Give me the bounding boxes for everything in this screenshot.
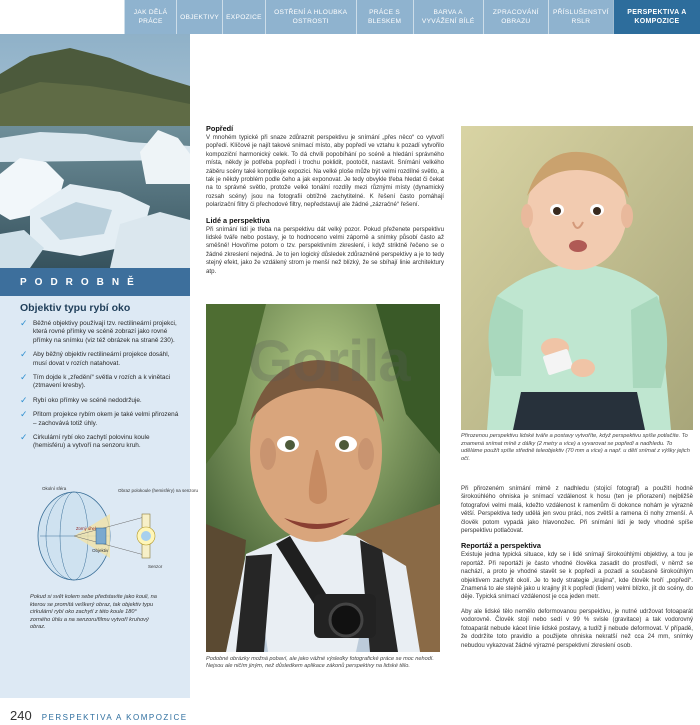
check-icon: ✓ [20,394,28,405]
check-icon: ✓ [20,432,28,443]
label-zorny-uhel: Zorný úhel [76,526,96,531]
tab-jak-dsl-pracuje[interactable]: JAK DĚLÁ PRÁCE [124,0,176,34]
tab-ostreni[interactable]: OSTŘENÍ A HLOUBKA OSTROSTI [265,0,356,34]
list-item: ✓ Přitom projekce rybím okem je také velmi přirozená – zachovává totiž úhly. [20,409,179,427]
glacier-lagoon-photo [0,34,190,268]
tab-expozice[interactable]: EXPOZICE [222,0,265,34]
paragraph-vodorovne: Aby ale lidské tělo nemělo deformovanou perspektivu, je nutné udržovat fotoaparát vodorovně. Člověk stojí nebo sedí v 99 % svisle (gravitace) a tak vodorovný fotoaparát nebude kácet linie lidské postavy, a tudíž ji nebude deformovat. V případě, že dodržíte toto pravidlo a použijete ohniska nekratší než cca 24 mm, snímky nebudou vykazovat žádné výrazné perspektivní zkreslení osob. [461,607,693,649]
heading-popredi: Popředí [206,124,234,133]
list-item: ✓ Běžné objektivy používají tzv. rectilineární projekci, která rovné přímky ve scéně zobrazí jako rovné přímky na snímku (viz též obrázek na straně 230). [20,318,177,344]
page-footer [10,708,188,723]
list-item: ✓ Cirkulární rybí oko zachytí polovinu koule (hemisféru) a vytvoří na senzoru kruh. [20,432,150,450]
label-obraz: Obraz polokoule (hemisféry) na senzoru [118,488,199,493]
tab-objektivy[interactable]: OBJEKTIVY [176,0,222,34]
label-senzor: Senzor [148,564,163,569]
tab-prislusenstvi[interactable]: PŘÍSLUŠENSTVÍ RSLR [548,0,613,34]
diagram-caption: Pokud si svět kolem sebe představíte jako kouli, na kterou se promítá veškerý obraz, tak objektiv typu cirkulární rybí oko zachytí z této koule 180° zorného úhlu a na senzoru/filmu vytvoří kruhový obraz. [30,594,157,631]
paragraph-lide: Při snímání lidí je třeba na perspektivu dát velký pozor. Pokud přeženete perspektivu lidské tváře nebo postavy, je to hodnoceno velmi záporně a snímky působí často až směšně! Hovoříme potom o tzv. perspektivním zkreslení, i když striktně řečeno se o žádné zkreslení nejedná. Je to jen logický důsledek zdůrazněné perspektivy a je to tedy stejný efekt, jako že vzdálený strom je menší než blízký, že se sbíhají linie architektury atp. [206,225,444,275]
watermark: Gorila [248,329,410,394]
page-number: 240 [10,708,32,723]
chapter-navigation [124,0,700,34]
list-item: ✓ Aby běžný objektiv rectilineární projekce dosáhl, musí dovat v rozích natahovat. [20,349,170,367]
check-icon: ✓ [20,409,28,420]
check-icon: ✓ [20,372,28,383]
sidebar-list [20,320,180,457]
section-band: PODROBNĚ [0,268,190,296]
right-text-column [461,485,693,656]
caption-child-photo: Přirozenou perspektivu lidské tváře a postavy vytvoříte, když perspektivu spíše potlačíte. To znamená snímat míně z dálky (2 metry a více) a vyvarovat se popředí a nadhledu. To uděláme použít spíše středně teleobjektiv (70 mm a více) a např. u dětí snímat z výšky jejich očí. [461,433,690,462]
tab-barva[interactable]: BARVA A VYVÁŽENÍ BÍLÉ [413,0,483,34]
heading-lide: Lidé a perspektiva [206,215,270,225]
paragraph-popredi: V mnohém typické při snaze zdůraznit perspektivu je snímání „přes něco“ co vytvoří popředí. Klíčové je najít takové snímací místo, aby popředí ve vztahu k pozadí vytvořilo kompoziční harmonický celek. To dá chvíli popobíhání po scéně a hledání správného místa, někdy je potřeba popředí i trochu poklidit, pootočit, nastavit. Snímání velkého záběru scény také komplikuje expozici. Na velké ploše může být velmi rozdílné světlo, a tak je někdy problém podle čeho a jak exponovat. Je tedy obvykle třeba hledat či čekat na to správné světlo, protože velké tonální rozdíly mezi různými místy (dynamický rozsah scény) jsou na fotografii obtížně zachytitelné. K řešení často pomáhají polarizační filtry či přechodové filtry, nepředstavují ale žádné „zázračné“ řešení. [206,134,444,209]
label-objektiv: Objektiv [92,548,109,553]
child-portrait-photo [461,126,693,430]
paragraph-prirozene: Při přirozeném snímání mimě z nadhledu (stojící fotograf) a použití hodně širokoúhlého ohniska je snímací vzdálenost k hosu (ten je přiorazení) nejbližšě fotografovi velmi malá, kdežto vzdálenost k ramenům či dokonce nohám je výrazně větší. Perspektiva tedy udělá jen svou práci, nos zvětší a ramena či nohy zmenší. A člověk potom vypadá jako hlavonožec. Při snímání lidí je tedy vhodné spíše perspektivu potlačovat. [461,485,693,535]
paragraph-reportaz: Existuje jedna typická situace, kdy se i lidé snímají širokoúhlými objektivy, a tou je reportáž. Při reportáži je často vhodné člověka zasadit do prostředí, v němž se nachází, a proto je vhodné stavět se k popředí a pozadí a současně širokoúhlým objektivem zachytit okolí. Je to tedy strategie „krajina“, kde člověk tvoří „popředí“. Znamená to ale stejně jako u krajiny jít k popředí (lidem) velmi blízko, jít do scény, do děje. Typická snímací vzdálenost je cca jeden metr. [461,551,693,601]
tab-zpracovani[interactable]: ZPRACOVÁNÍ OBRAZU [483,0,548,34]
fisheye-diagram [30,484,199,584]
caption-man-photo: Podobné obrázky možná pobaví, ale jako vážné výsledky fotografické práce se moc nehodí. Nejsou ale ničím jiným, než důsledkem aplikace zákonů perspektivy na lidské tělo. [206,656,434,670]
running-title: PERSPEKTIVA A KOMPOZICE [41,713,188,722]
sidebar-title: Objektiv typu rybí oko [20,302,131,314]
tab-blesk[interactable]: PRÁCE S BLESKEM [356,0,413,34]
check-icon: ✓ [20,318,28,328]
list-item: ✓ Rybí oko přímky ve scéně nedodržuje. [20,394,142,405]
label-okolni-sfera: Okolní sféra [42,486,67,491]
tab-perspektiva-active[interactable]: PERSPEKTIVA A KOMPOZICE [613,0,700,34]
check-icon: ✓ [20,349,28,360]
main-text-column [206,124,444,282]
heading-reportaz: Reportáž a perspektiva [461,541,541,551]
list-item: ✓ Tím dojde k „zředění“ světla v rozích a k vinětaci (ztmavení kresby). [20,372,171,390]
